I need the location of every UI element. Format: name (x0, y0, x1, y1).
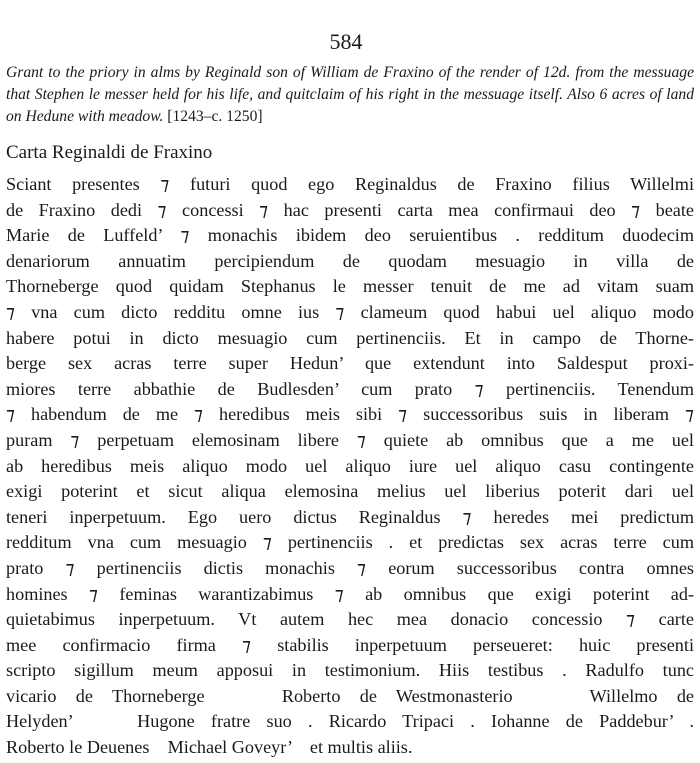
charter-line: mee confirmacio firma ⁊ stabilis inperpetuum perseueret: huic presenti (6, 634, 694, 655)
charter-line: ⁊ vna cum dicto redditu omne ius ⁊ clameum quod habui uel aliquo modo (6, 301, 694, 322)
charter-line: Sciant presentes ⁊ futuri quod ego Reginaldus de Fraxino filius Willelmi (6, 174, 694, 194)
charter-line: miores terre abbathie de Budlesden’ cum prato ⁊ pertinenciis. Tenendum (6, 378, 694, 399)
charter-line: ⁊ habendum de me ⁊ heredibus meis sibi ⁊ successoribus suis in liberam ⁊ (6, 404, 694, 425)
charter-line: redditum vna cum mesuagio ⁊ pertinenciis . et predictas sex acras terre cum (6, 532, 694, 553)
charter-line: Thorneberge quod quidam Stephanus le messer tenuit de me ad vitam suam (6, 276, 694, 297)
charter-line: habere potui in dicto mesuagio cum pertinenciis. Et in campo de Thorne- (6, 327, 694, 348)
charter-line: Roberto le Deuenes Michael Goveyr’ et multis aliis. (6, 737, 413, 758)
charter-line: scripto sigillum meum apposui in testimonium. Hiis testibus . Radulfo tunc (6, 660, 694, 681)
document-page (6, 28, 694, 761)
charter-line: ab heredibus meis aliquo modo uel aliquo iure uel aliquo casu contingente (6, 455, 694, 476)
charter-line: exigi poterint et sicut aliqua elemosina melius uel liberius poterit dari uel (6, 481, 694, 502)
charter-body (6, 172, 694, 761)
charter-line: prato ⁊ pertinenciis dictis monachis ⁊ eorum successoribus contra omnes (6, 557, 694, 578)
charter-line: teneri inperpetuum. Ego uero dictus Reginaldus ⁊ heredes mei predictum (6, 506, 694, 527)
charter-line: vicario de Thorneberge Roberto de Westmonasterio Willelmo de (6, 685, 694, 706)
summary-text: Grant to the priory in alms by Reginald son of William de Fraxino of the render of 12d. from the messuage that Stephen le messer held for his life, and quitclaim of his right in the messuage itself. Also 6 acres of land on Hedune with meadow. (6, 64, 694, 125)
charter-line: Marie de Luffeld’ ⁊ monachis ibidem deo seruientibus . redditum duodecim (6, 225, 694, 246)
charter-line: quietabimus inperpetuum. Vt autem hec mea donacio concessio ⁊ carte (6, 609, 694, 630)
charter-line: berge sex acras terre super Hedun’ que extendunt into Saldesput proxi- (6, 353, 694, 374)
charter-line: Helyden’ Hugone fratre suo . Ricardo Tripaci . Iohanne de Paddebur’ . (6, 711, 694, 732)
page-number: 584 (329, 29, 363, 54)
charter-line: homines ⁊ feminas warantizabimus ⁊ ab omnibus que exigi poterint ad- (6, 583, 694, 604)
charter-line: puram ⁊ perpetuam elemosinam libere ⁊ quiete ab omnibus que a me uel (6, 429, 694, 450)
charter-title: Carta Reginaldi de Fraxino (6, 142, 213, 163)
summary-date: [1243–c. 1250] (167, 108, 263, 125)
charter-line: de Fraxino dedi ⁊ concessi ⁊ hac presenti carta mea confirmaui deo ⁊ beate (6, 199, 694, 220)
charter-summary (6, 62, 694, 128)
charter-line: denariorum annuatim percipiendum de quodam mesuagio in villa de (6, 250, 694, 271)
